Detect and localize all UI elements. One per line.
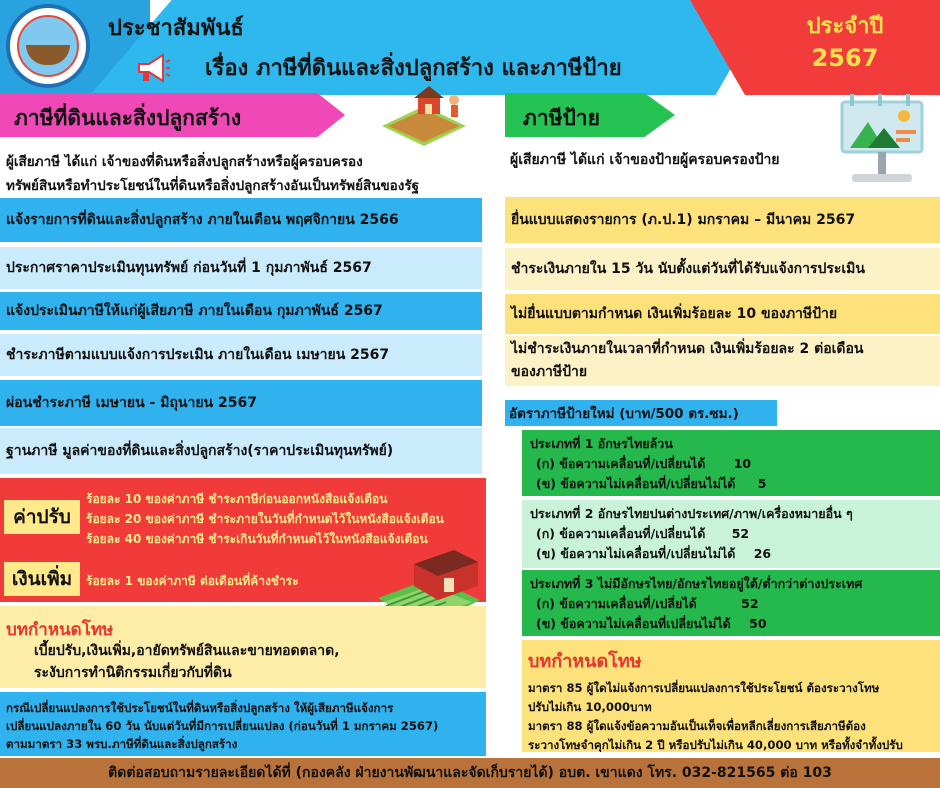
land-penalty-title: บทกำหนดโทษ (6, 620, 114, 640)
fine-line-40-percent: ร้อยละ 40 ของค่าภาษี ชำระเกินวันที่กำหนดไว้ในหนังสือแจ้งเตือน (86, 532, 428, 546)
rate-type-3-fixed (530, 614, 932, 634)
sign-row-filing: ยื่นแบบแสดงรายการ (ภ.ป.1) มกราคม – มีนาคม 2567 (505, 197, 940, 243)
land-note-line-3: ตามมาตรา 33 พรบ.ภาษีที่ดินและสิ่งปลูกสร้าง (6, 737, 238, 751)
fine-label: ค่าปรับ (4, 500, 80, 534)
rate-type-2-title: ประเภทที่ 2 อักษรไทยปนต่างประเทศ/ภาพ/เครื่องหมายอื่น ๆ (530, 506, 853, 521)
land-penalty-line-1: เบี้ยปรับ,เงินเพิ่ม,อายัดทรัพย์สินและขายทอดตลาด, (34, 643, 340, 659)
land-row-payment: ชำระภาษีตามแบบแจ้งการประเมิน ภายในเดือน เมษายน 2567 (0, 334, 482, 376)
rate-type-1-fixed-value: 5 (757, 476, 767, 491)
land-note-line-1: กรณีเปลี่ยนแปลงการใช้ประโยชน์ในที่ดินหรือสิ่งปลูกสร้าง ให้ผู้เสียภาษีแจ้งการ (6, 701, 394, 715)
rate-type-3-fixed-value: 50 (749, 616, 767, 631)
sign-rate-heading: อัตราภาษีป้ายใหม่ (บาท/500 ตร.ซม.) (505, 400, 777, 426)
organization-logo (6, 4, 90, 88)
rate-type-3-moving (530, 594, 932, 614)
rate-type-2-moving-label: (ก) ข้อความเคลื่อนที่/เปลี่ยนได้ (536, 526, 706, 541)
rate-type-2-moving (530, 524, 932, 544)
rate-type-1-fixed-label: (ข) ข้อความไม่เคลื่อนที่/เปลี่ยนไม่ได้ (536, 476, 736, 491)
land-tax-banner-label: ภาษีที่ดินและสิ่งปลูกสร้าง (14, 106, 242, 130)
sign-row-late-payment-line-1: ไม่ชำระเงินภายในเวลาที่กำหนด เงินเพิ่มร้อยละ 2 ต่อเดือน (511, 341, 864, 357)
sign-penalty-panel (522, 640, 940, 752)
land-row-assessment-notice: แจ้งประเมินภาษีให้แก่ผู้เสียภาษี ภายในเดือน กุมภาพันธ์ 2567 (0, 292, 482, 330)
sign-rate-type-3 (522, 570, 940, 636)
rate-type-3-fixed-label: (ข) ข้อความไม่เคลื่อนที่เปลี่ยนไม่ได้ (536, 616, 731, 631)
land-taxpayer-definition (6, 150, 496, 198)
land-note-line-2: เปลี่ยนแปลงภายใน 60 วัน นับแต่วันที่มีการเปลี่ยนแปลง (ก่อนวันที่ 1 มกราคม 2567) (6, 719, 439, 733)
rate-type-2-fixed (530, 544, 932, 564)
sign-penalty-line-1: มาตรา 85 ผู้ใดไม่แจ้งการเปลี่ยนแปลงการใช้ประโยชน์ ต้องระวางโทษ (528, 681, 880, 695)
land-row-installment: ผ่อนชำระภาษี เมษายน - มิถุนายน 2567 (0, 380, 482, 426)
year-label: ประจำปี (806, 14, 884, 39)
contact-footer: ติดต่อสอบถามรายละเอียดได้ที่ (กองคลัง ฝ่ายงานพัฒนาและจัดเก็บรายได้) อบต. เขาแดง โทร. 032-821565 ต่อ 103 (0, 758, 940, 788)
land-row-tax-base: ฐานภาษี มูลค่าของที่ดินและสิ่งปลูกสร้าง(ราคาประเมินทุนทรัพย์) (0, 428, 482, 474)
sign-penalty-line-3: มาตรา 88 ผู้ใดแจ้งข้อความอันเป็นเท็จเพื่อหลีกเลี่ยงการเสียภาษีต้อง (528, 719, 866, 733)
rate-type-3-moving-label: (ก) ข้อความเคลื่อนที่/เปลี่ยได้ (536, 596, 697, 611)
sign-penalty-title: บทกำหนดโทษ (528, 651, 642, 672)
logo-emblem-icon (17, 15, 79, 77)
sign-row-payment: ชำระเงินภายใน 15 วัน นับตั้งแต่วันที่ได้รับแจ้งการประเมิน (505, 248, 940, 290)
year-value: 2567 (811, 44, 879, 72)
land-penalty-text (34, 640, 340, 684)
page-title: เรื่อง ภาษีที่ดินและสิ่งปลูกสร้าง และภาษีป้าย (205, 56, 622, 81)
sign-row-late-payment (505, 336, 940, 386)
fine-line-20-percent: ร้อยละ 20 ของค่าภาษี ชำระภายในวันที่กำหนดไว้ในหนังสือแจ้งเตือน (86, 512, 444, 526)
page-title-prefix: ประชาสัมพันธ์ (108, 16, 244, 41)
rate-type-1-moving-label: (ก) ข้อความเคลื่อนที่/เปลี่ยนได้ (536, 456, 706, 471)
surcharge-label: เงินเพิ่ม (4, 562, 80, 596)
sign-penalty-line-4: ระวางโทษจำคุกไม่เกิน 2 ปี หรือปรับไม่เกิน 40,000 บาท หรือทั้งจำทั้งปรับ (528, 738, 903, 752)
land-row-declaration: แจ้งรายการที่ดินและสิ่งปลูกสร้าง ภายในเดือน พฤศจิกายน 2566 (0, 198, 482, 242)
megaphone-icon (135, 50, 171, 86)
sign-rate-type-1 (522, 430, 940, 496)
sign-row-late-filing: ไม่ยื่นแบบตามกำหนด เงินเพิ่มร้อยละ 10 ของภาษีป้าย (505, 294, 940, 334)
surcharge-line: ร้อยละ 1 ของค่าภาษี ต่อเดือนที่ค้างชำระ (86, 574, 299, 588)
billboard-illustration-icon (832, 94, 932, 186)
rate-type-1-moving-value: 10 (733, 456, 752, 471)
land-taxpayer-line-1: ผู้เสียภาษี ได้แก่ เจ้าของที่ดินหรือสิ่งปลูกสร้างหรือผู้ครอบครอง (6, 154, 363, 170)
land-row-price-announcement: ประกาศราคาประเมินทุนทรัพย์ ก่อนวันที่ 1 กุมภาพันธ์ 2567 (0, 247, 482, 289)
sign-taxpayer-definition: ผู้เสียภาษี ได้แก่ เจ้าของป้ายผู้ครอบครองป้าย (510, 152, 780, 168)
rate-type-1-moving (530, 454, 932, 474)
land-penalty-line-2: ระงับการทำนิติกรรมเกี่ยวกับที่ดิน (34, 665, 232, 681)
logo-boat-icon (26, 45, 70, 65)
land-use-change-note (0, 692, 486, 756)
rate-type-2-fixed-value: 26 (753, 546, 772, 561)
farmhouse-illustration-icon (378, 86, 470, 148)
rate-type-3-moving-value: 52 (741, 596, 759, 611)
sign-rate-type-2 (522, 500, 940, 568)
rate-type-3-title: ประเภทที่ 3 ไม่มีอักษรไทย/อักษรไทยอยู่ใต้/ต่ำกว่าต่างประเทศ (530, 576, 863, 591)
rate-type-2-fixed-label: (ข) ข้อความไม่เคลื่อนที่/เปลี่ยนไม่ได้ (536, 546, 736, 561)
sign-tax-banner-label: ภาษีป้าย (523, 106, 600, 130)
sign-row-late-payment-line-2: ของภาษีป้าย (511, 364, 588, 380)
rate-type-1-title: ประเภทที่ 1 อักษรไทยล้วน (530, 436, 673, 451)
sign-penalty-line-2: ปรับไม่เกิน 10,000บาท (528, 700, 652, 714)
fine-line-10-percent: ร้อยละ 10 ของค่าภาษี ชำระภาษีก่อนออกหนังสือแจ้งเตือน (86, 492, 388, 506)
land-taxpayer-line-2: ทรัพย์สินหรือทำประโยชน์ในที่ดินหรือสิ่งปลูกสร้างอันเป็นทรัพย์สินของรัฐ (6, 178, 420, 194)
rate-type-1-fixed (530, 474, 932, 494)
rate-type-2-moving-value: 52 (731, 526, 750, 541)
